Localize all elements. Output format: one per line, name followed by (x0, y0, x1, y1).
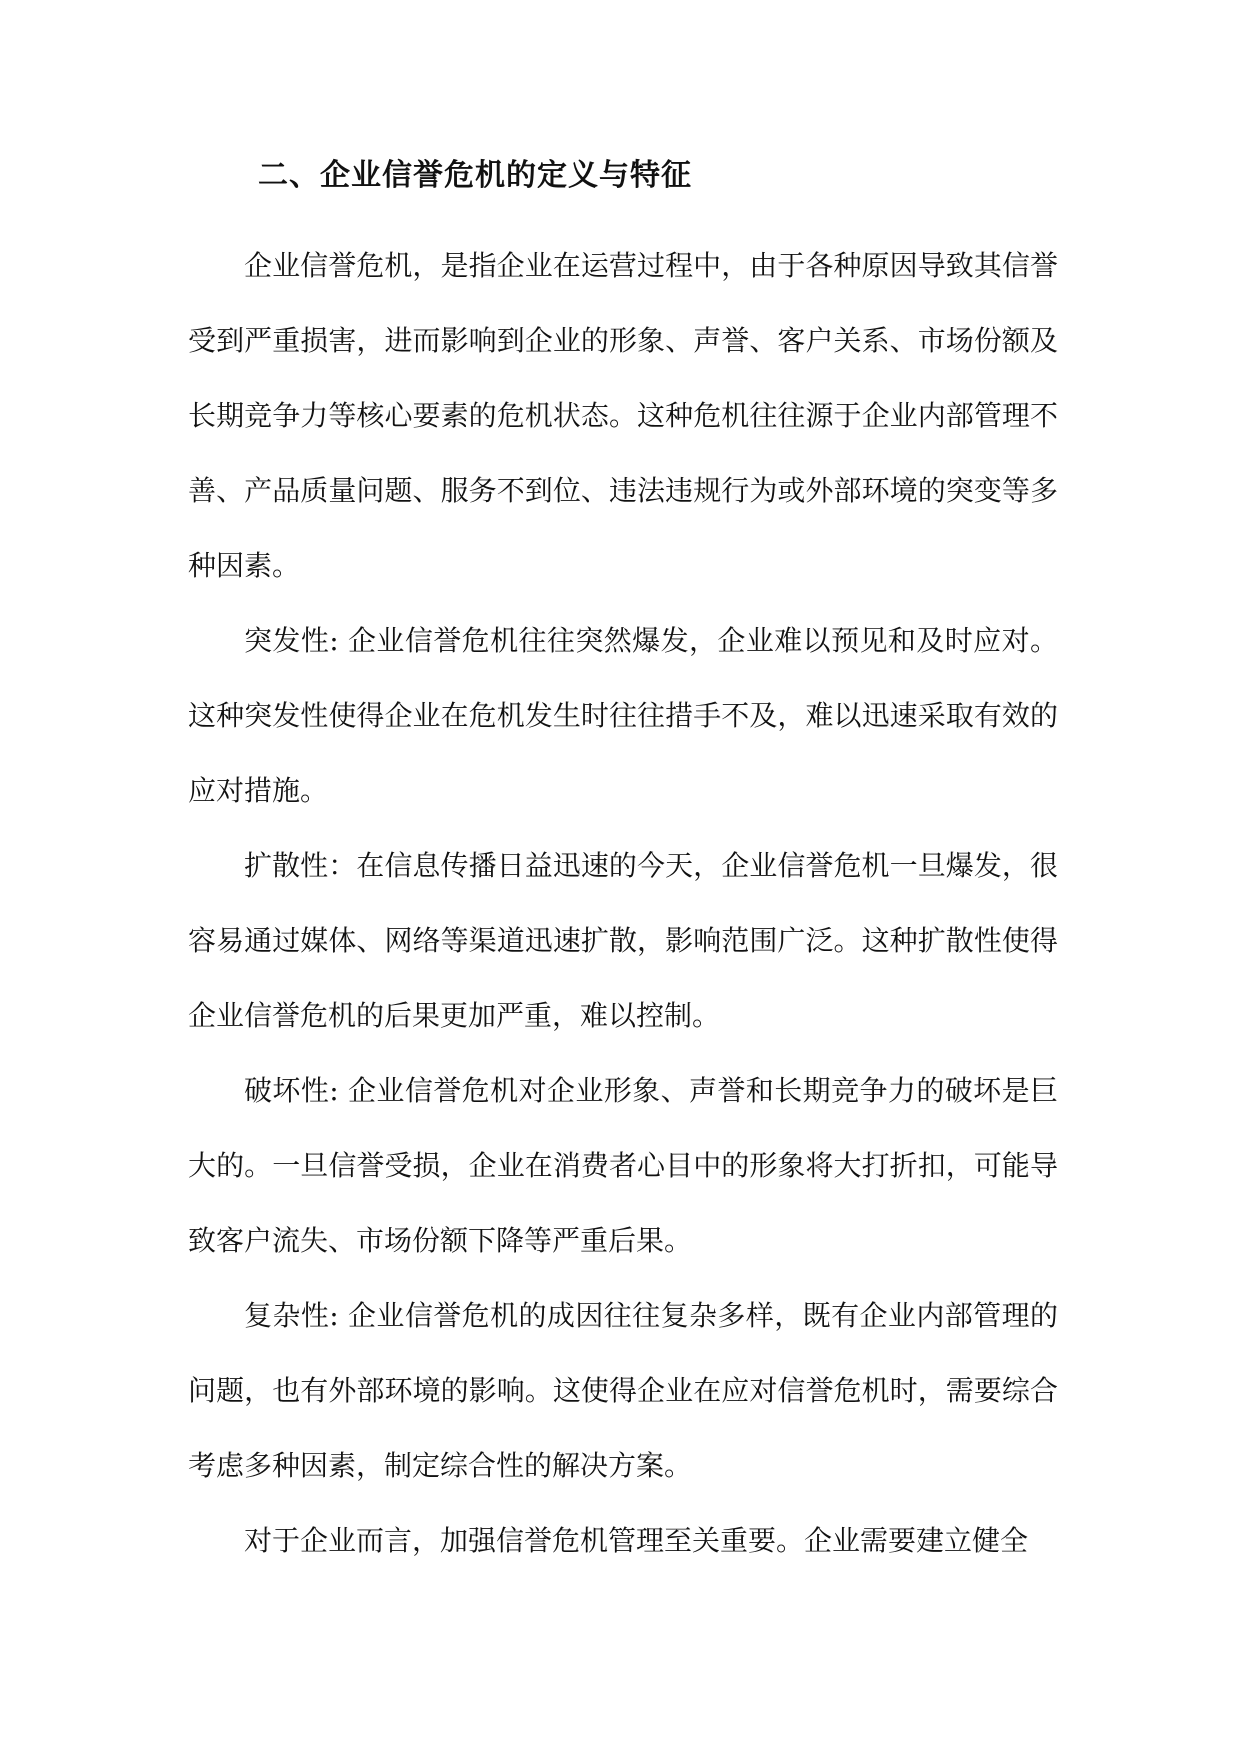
paragraph-suddenness: 突发性: 企业信誉危机往往突然爆发，企业难以预见和及时应对。这种突发性使得企业在危机发生时往往措手不及，难以迅速采取有效的应对措施。 (188, 624, 1058, 807)
paragraph-definition: 企业信誉危机，是指企业在运营过程中，由于各种原因导致其信誉受到严重损害，进而影响到企业的形象、声誉、客户关系、市场份额及长期竞争力等核心要素的危机状态。这种危机往往源于企业内部管理不善、产品质量问题、服务不到位、违法违规行为或外部环境的突变等多种因素。 (188, 249, 1058, 582)
section-heading: 二、企业信誉危机的定义与特征 (258, 158, 692, 193)
body-text (188, 228, 1058, 1578)
paragraph-management: 对于企业而言，加强信誉危机管理至关重要。企业需要建立健全 (244, 1524, 1029, 1557)
paragraph-complexity: 复杂性: 企业信誉危机的成因往往复杂多样，既有企业内部管理的问题，也有外部环境的影响。这使得企业在应对信誉危机时，需要综合考虑多种因素，制定综合性的解决方案。 (188, 1299, 1058, 1482)
paragraph-destructiveness: 破坏性: 企业信誉危机对企业形象、声誉和长期竞争力的破坏是巨大的。一旦信誉受损，企业在消费者心目中的形象将大打折扣，可能导致客户流失、市场份额下降等严重后果。 (188, 1074, 1058, 1257)
paragraph-diffusion: 扩散性：在信息传播日益迅速的今天，企业信誉危机一旦爆发，很容易通过媒体、网络等渠道迅速扩散，影响范围广泛。这种扩散性使得企业信誉危机的后果更加严重，难以控制。 (188, 849, 1058, 1032)
